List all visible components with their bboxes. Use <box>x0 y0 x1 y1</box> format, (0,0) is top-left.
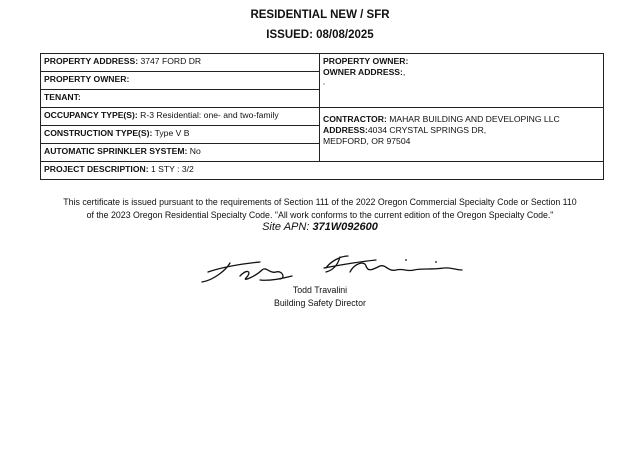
signature-image <box>200 248 470 286</box>
owner-cell <box>320 54 604 108</box>
issued-date: ISSUED: 08/08/2025 <box>266 29 374 41</box>
property-owner-label: PROPERTY OWNER: <box>44 74 130 84</box>
construction-label: CONSTRUCTION TYPE(S): <box>44 128 153 138</box>
property-owner-cell <box>41 72 320 90</box>
notice-line-1: This certificate is issued pursuant to the requirements of Section 111 of the 2022 Oregon Commercial Specialty Code or Section 110 <box>63 197 577 207</box>
property-address-label: PROPERTY ADDRESS: <box>44 56 139 66</box>
project-description-value: 1 STY : 3/2 <box>150 164 194 174</box>
project-description-cell <box>41 162 604 180</box>
tenant-cell <box>41 90 320 108</box>
sprinkler-value: No <box>189 146 201 156</box>
construction-value: Type V B <box>154 128 190 138</box>
property-address-cell <box>41 54 320 72</box>
site-apn <box>0 221 640 233</box>
owner-address-line2: , <box>323 79 325 86</box>
site-apn-label: Site APN: <box>262 221 310 233</box>
contractor-address-line2: MEDFORD, OR 97504 <box>323 136 411 146</box>
owner-address-value: , <box>402 67 406 77</box>
notice-line-2: of the 2023 Oregon Residential Specialty Code. "All work conforms to the current edition of the Oregon Specialty Code." <box>86 209 554 220</box>
contractor-address-line1: 4034 CRYSTAL SPRINGS DR, <box>367 125 487 135</box>
certificate-notice <box>20 196 620 221</box>
occupancy-value: R-3 Residential: one- and two-family <box>140 110 279 120</box>
occupancy-cell <box>41 108 320 126</box>
tenant-label: TENANT: <box>44 92 81 102</box>
signer-name: Todd Travalini <box>292 285 348 295</box>
contractor-cell <box>320 108 604 162</box>
site-apn-value: 371W092600 <box>312 221 378 233</box>
right-property-owner-label: PROPERTY OWNER: <box>323 56 409 66</box>
property-address-value: 3747 FORD DR <box>140 56 202 66</box>
construction-cell <box>41 126 320 144</box>
project-description-label: PROJECT DESCRIPTION: <box>44 164 149 174</box>
contractor-address-label: ADDRESS: <box>323 125 368 135</box>
sprinkler-cell <box>41 144 320 162</box>
certificate-info-table <box>40 53 604 180</box>
contractor-value: MAHAR BUILDING AND DEVELOPING LLC <box>389 114 560 124</box>
sprinkler-label: AUTOMATIC SPRINKLER SYSTEM: <box>44 146 188 156</box>
certificate-title: RESIDENTIAL NEW / SFR <box>250 9 390 21</box>
signer-title: Building Safety Director <box>274 298 366 308</box>
contractor-label: CONTRACTOR: <box>323 114 387 124</box>
owner-address-label: OWNER ADDRESS: <box>323 67 403 77</box>
occupancy-label: OCCUPANCY TYPE(S): <box>44 110 138 120</box>
